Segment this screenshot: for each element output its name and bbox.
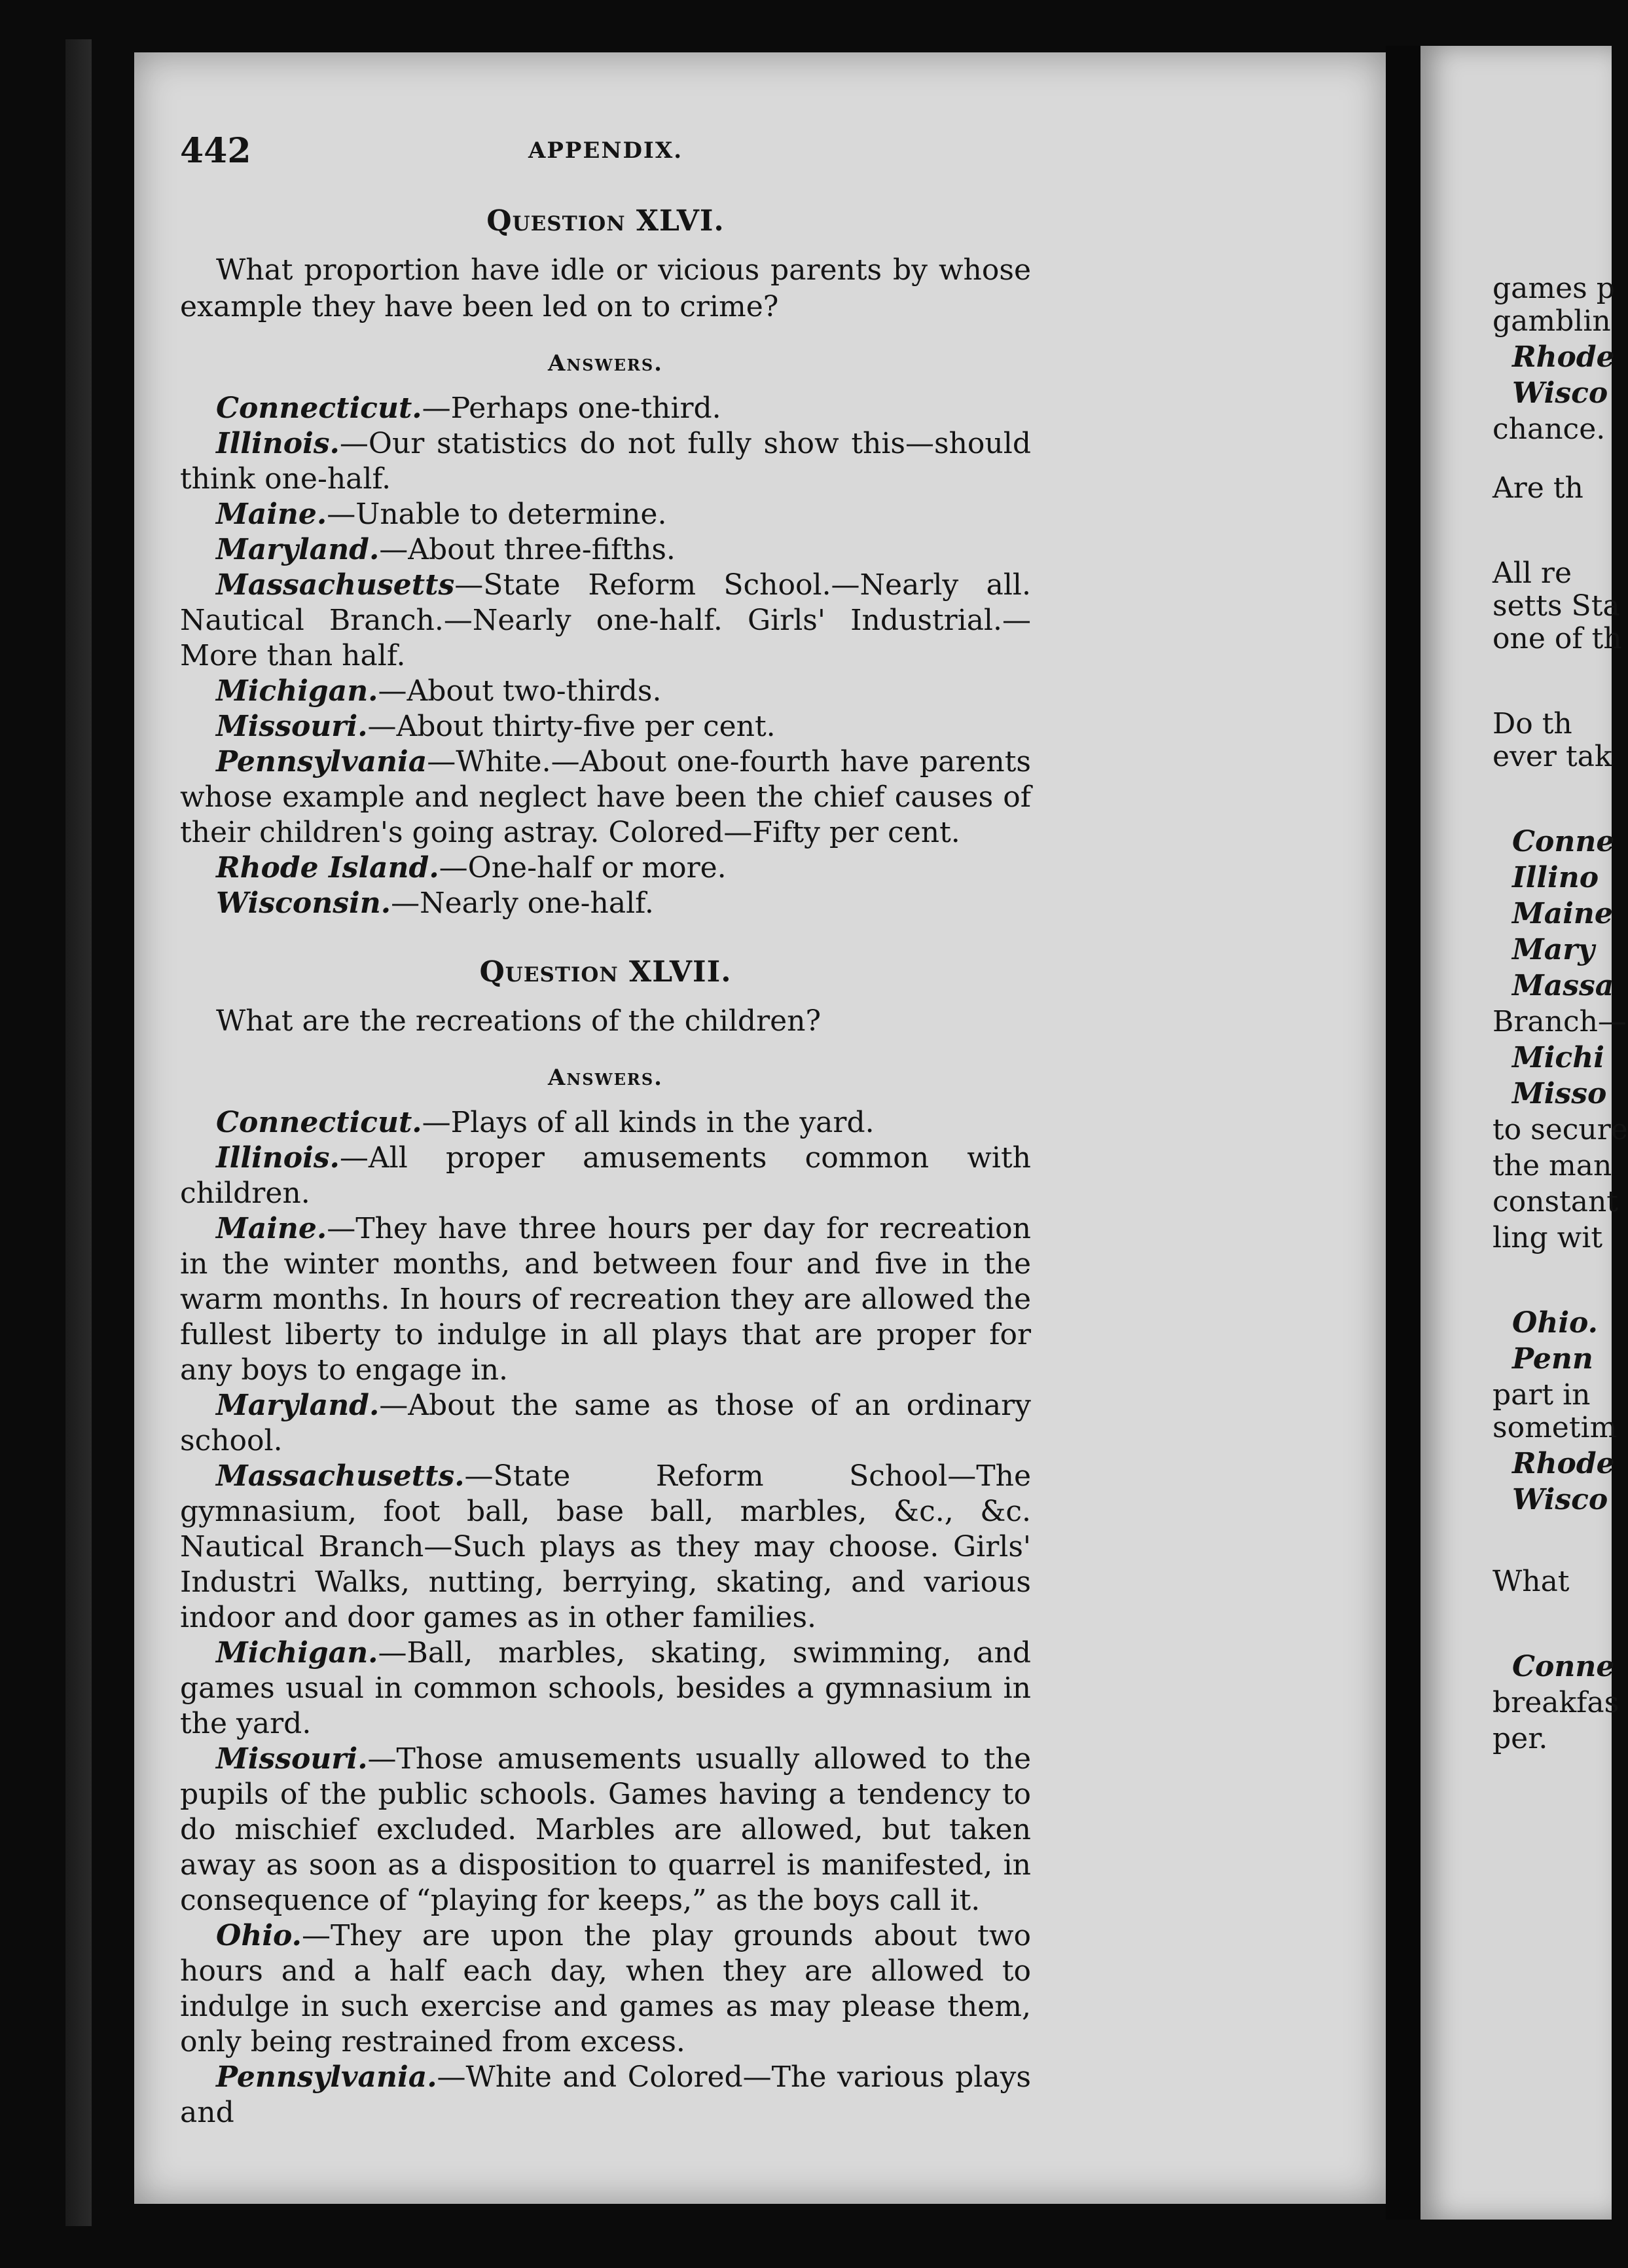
- right-page-line: constant: [1492, 1185, 1618, 1218]
- answers-heading: Answers.: [547, 350, 663, 376]
- right-page-line: ling wit: [1492, 1221, 1603, 1254]
- answer-entry: [180, 1141, 1031, 1211]
- right-page-line: Do th: [1492, 707, 1572, 741]
- state-name: Illinois.: [216, 427, 340, 460]
- answer-text: —State Reform School—The gymnasium, foot ball, base ball, marbles, &c., &c. Nautical Branch—Such plays as they may choose. Girls' Industri Walks, nutting, berrying, skating, and various indoor and door games as in other families.: [180, 1459, 1031, 1634]
- state-name: Pennsylvania.: [216, 2060, 437, 2094]
- state-name: Illinois.: [216, 1141, 340, 1175]
- state-name: Michigan.: [216, 1636, 378, 1670]
- answers-heading: Answers.: [547, 1065, 663, 1091]
- answer-entry: [180, 1211, 1031, 1388]
- right-page-line: per.: [1492, 1722, 1548, 1755]
- right-page-fragment: [1420, 46, 1628, 2220]
- state-name: Maine.: [216, 1212, 327, 1245]
- answer-entry: [180, 568, 1031, 674]
- right-page-line: Conne: [1512, 1650, 1615, 1683]
- answer-text: —About two-thirds.: [378, 674, 662, 708]
- state-name: Wisconsin.: [216, 887, 391, 920]
- answer-entry: [180, 674, 1031, 709]
- answer-text: —All proper amusements common with children.: [180, 1141, 1031, 1210]
- state-name: Missouri.: [216, 1742, 368, 1776]
- answer-text: —About three-fifths.: [379, 533, 676, 566]
- answer-entry: [180, 709, 1031, 744]
- right-page-line: Michi: [1512, 1041, 1604, 1074]
- answer-entry: [180, 1742, 1031, 1918]
- answer-text: —Those amusements usually allowed to the pupils of the public schools. Games having a tendency to do mischief excluded. Marbles are allowed, but taken away as soon as a disposition to quarrel is manifested, in consequence of “playing for keeps,” as the boys call it.: [180, 1742, 1031, 1917]
- section-gap: [180, 921, 1031, 941]
- answer-text: —State Reform School.—Nearly all. Nautical Branch.—Nearly one-half. Girls' Industrial.—More than half.: [180, 568, 1031, 672]
- right-page-line: Rhode: [1512, 340, 1615, 374]
- question-heading: Question XLVI.: [486, 204, 725, 238]
- page-number: 442: [180, 131, 251, 171]
- answer-text: —Unable to determine.: [327, 498, 667, 531]
- right-page-line: Are th: [1492, 471, 1583, 505]
- right-page-line: All re: [1492, 557, 1572, 590]
- right-page-line: Misso: [1512, 1077, 1607, 1110]
- answer-text: —White and Colored—The various plays and: [180, 2060, 1031, 2129]
- page-header: [180, 131, 1031, 190]
- question-text: What proportion have idle or vicious parents by whose example they have been led on to crime?: [180, 253, 1031, 323]
- answer-entry: [180, 1105, 1031, 1141]
- state-name: Maine.: [216, 498, 327, 531]
- state-name: Rhode Island.: [216, 851, 439, 885]
- question-section-46: [180, 204, 1031, 921]
- answer-entry: [180, 497, 1031, 532]
- answer-text: —They are upon the play grounds about two hours and a half each day, when they are allowed to indulge in such exercise and games as may please them, only being restrained from excess.: [180, 1919, 1031, 2058]
- answer-text: —They have three hours per day for recreation in the winter months, and between four and five in the warm months. In hours of recreation they are allowed the fullest liberty to indulge in all plays that are proper for any boys to engage in.: [180, 1212, 1031, 1387]
- state-name: Missouri.: [216, 710, 368, 743]
- right-page-line: setts Sta: [1492, 589, 1620, 623]
- right-page-line: What: [1492, 1565, 1570, 1598]
- answer-entry: [180, 426, 1031, 497]
- right-page-line: Wisco: [1512, 1483, 1608, 1516]
- answers-list: [180, 391, 1031, 921]
- right-page-line: Conne: [1512, 825, 1615, 858]
- answer-text: —Ball, marbles, skating, swimming, and games usual in common schools, besides a gymnasium in the yard.: [180, 1636, 1031, 1740]
- state-name: Connecticut.: [216, 392, 422, 425]
- running-head: APPENDIX.: [528, 137, 683, 164]
- answers-list: [180, 1105, 1031, 2131]
- state-name: Connecticut.: [216, 1106, 422, 1139]
- right-page-line: one of th: [1492, 622, 1622, 655]
- right-page-line: breakfas: [1492, 1686, 1619, 1719]
- right-page-line: gamblin: [1492, 304, 1611, 338]
- right-page-line: Mary: [1512, 933, 1595, 966]
- right-page-line: Penn: [1512, 1342, 1593, 1376]
- state-name: Maryland.: [216, 1389, 380, 1422]
- gutter: [1386, 46, 1420, 2220]
- scan-edge: [65, 39, 92, 2226]
- answer-entry: [180, 1636, 1031, 1742]
- answer-text: —About thirty-five per cent.: [367, 710, 776, 743]
- right-page-line: chance.: [1492, 412, 1606, 446]
- right-page-line: Wisco: [1512, 376, 1608, 410]
- question-section-47: [180, 955, 1031, 2131]
- answer-entry: [180, 850, 1031, 886]
- answer-text: —White.—About one-fourth have parents whose example and neglect have been the chief causes of their children's going astray. Colored—Fifty per cent.: [180, 745, 1031, 849]
- state-name: Massachusetts: [216, 568, 455, 602]
- answer-entry: [180, 391, 1031, 426]
- state-name: Massachusetts.: [216, 1459, 465, 1493]
- answer-text: —Our statistics do not fully show this—should think one-half.: [180, 427, 1031, 496]
- answer-entry: [180, 2060, 1031, 2131]
- answer-entry: [180, 886, 1031, 921]
- right-page-line: part in: [1492, 1378, 1591, 1412]
- question-text: What are the recreations of the children?: [216, 1004, 822, 1038]
- right-page-line: to secure: [1492, 1113, 1628, 1146]
- answer-text: —About the same as those of an ordinary school.: [180, 1389, 1031, 1457]
- state-name: Maryland.: [216, 533, 380, 566]
- right-page-line: Ohio.: [1512, 1306, 1598, 1340]
- state-name: Ohio.: [216, 1919, 302, 1952]
- page-text: [180, 131, 1031, 2131]
- answer-text: —Plays of all kinds in the yard.: [422, 1106, 875, 1139]
- question-heading: Question XLVII.: [479, 955, 732, 989]
- answer-entry: [180, 532, 1031, 568]
- answer-entry: [180, 744, 1031, 850]
- right-page-line: games p: [1492, 272, 1615, 305]
- answer-entry: [180, 1459, 1031, 1636]
- answer-text: —Nearly one-half.: [391, 887, 654, 920]
- answer-text: —Perhaps one-third.: [422, 392, 721, 425]
- right-page-line: sometim: [1492, 1411, 1618, 1444]
- answer-entry: [180, 1918, 1031, 2060]
- state-name: Michigan.: [216, 674, 378, 708]
- right-page-line: Illino: [1512, 861, 1599, 894]
- state-name: Pennsylvania: [216, 745, 427, 778]
- right-page-line: Rhode: [1512, 1447, 1615, 1480]
- answer-text: —One-half or more.: [439, 851, 727, 885]
- right-page-line: Branch—: [1492, 1005, 1627, 1038]
- right-page-line: ever tak: [1492, 740, 1612, 773]
- right-page-line: the man: [1492, 1149, 1612, 1182]
- right-page-line: Massa: [1512, 969, 1614, 1002]
- right-page-line: Maine: [1512, 897, 1613, 930]
- answer-entry: [180, 1388, 1031, 1459]
